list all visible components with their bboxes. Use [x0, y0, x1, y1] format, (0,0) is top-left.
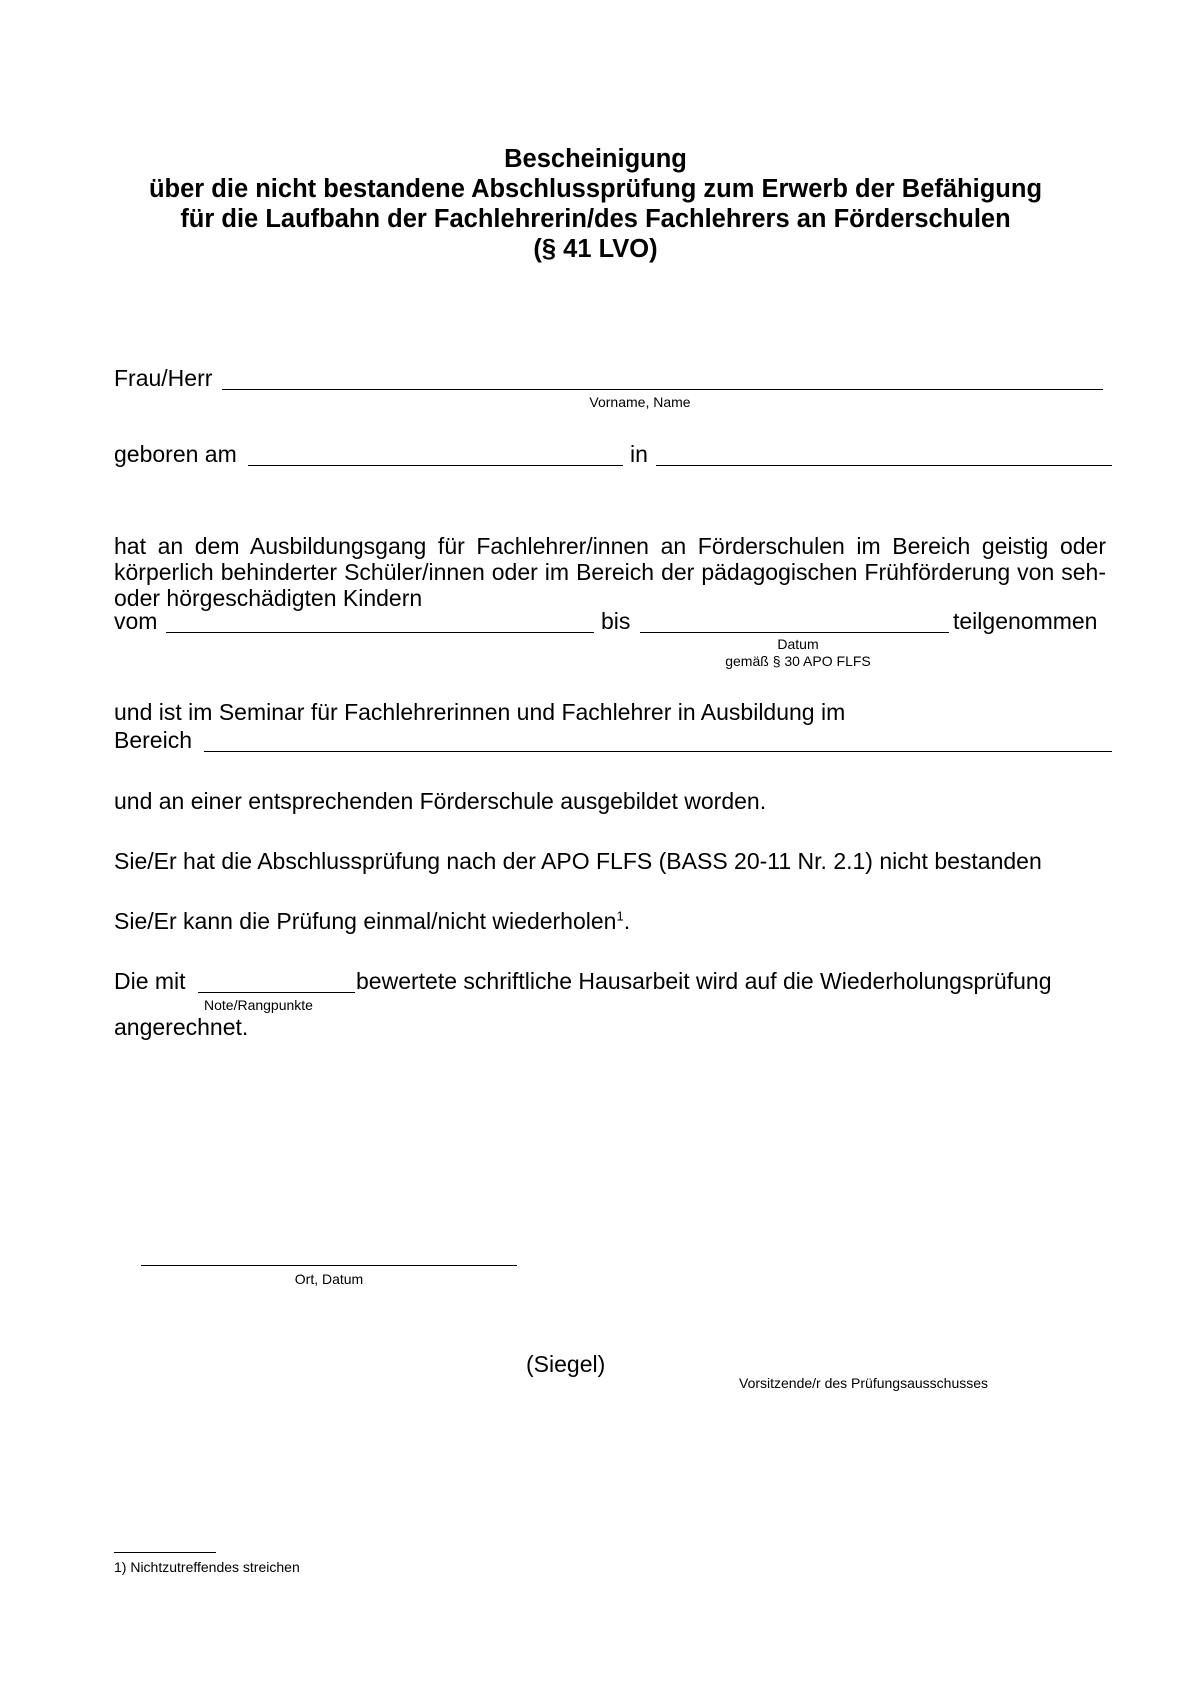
repeat-exam-end: . — [623, 908, 631, 934]
school-training-line: und an einer entsprechenden Förderschule ausgebildet worden. — [114, 788, 767, 814]
chair-caption: Vorsitzende/r des Prüfungsausschusses — [739, 1375, 989, 1391]
birth-date-label: geboren am — [114, 441, 237, 467]
document-title: Bescheinigung — [504, 145, 687, 173]
seal-placeholder: (Siegel) — [526, 1351, 606, 1377]
birth-date-input-line[interactable] — [248, 465, 623, 466]
footnote-marker: 1 — [616, 908, 624, 924]
date-caption: Datum — [777, 636, 819, 652]
apo-reference-caption: gemäß § 30 APO FLFS — [725, 653, 871, 669]
grade-caption: Note/Rangpunkte — [204, 997, 313, 1013]
exam-result-line: Sie/Er hat die Abschlussprüfung nach der APO FLFS (BASS 20-11 Nr. 2.1) nicht bestanden — [114, 848, 1042, 874]
training-to-input-line[interactable] — [640, 632, 949, 633]
birth-place-input-line[interactable] — [656, 465, 1112, 466]
footnote-text: 1) Nichtzutreffendes streichen — [114, 1559, 300, 1575]
name-caption: Vorname, Name — [589, 394, 691, 410]
document-legal-reference: (§ 41 LVO) — [533, 235, 658, 263]
repeat-exam-text: Sie/Er kann die Prüfung einmal/nicht wiederholen — [114, 908, 617, 934]
footnote-separator — [114, 1552, 216, 1553]
name-input-line[interactable] — [222, 389, 1103, 390]
name-label: Frau/Herr — [114, 365, 213, 391]
area-label: Bereich — [114, 727, 192, 753]
area-input-line[interactable] — [204, 751, 1112, 752]
repeat-exam-line — [114, 907, 630, 935]
training-from-label: vom — [114, 608, 158, 634]
participated-label: teilgenommen — [953, 608, 1098, 634]
thesis-grade-input-line[interactable] — [198, 992, 355, 993]
thesis-credit-line: angerechnet. — [114, 1014, 249, 1040]
document-subtitle-line-2: für die Laufbahn der Fachlehrerin/des Fachlehrers an Förderschulen — [180, 205, 1011, 233]
thesis-suffix: bewertete schriftliche Hausarbeit wird auf die Wiederholungsprüfung — [356, 968, 1052, 994]
place-date-input-line[interactable] — [141, 1265, 517, 1266]
place-date-caption: Ort, Datum — [294, 1271, 364, 1287]
training-paragraph: hat an dem Ausbildungsgang für Fachlehrer/innen an Förderschulen im Bereich geistig oder körperlich behinderter Schüler/innen oder im Bereich der pädagogischen Frühförderung von seh- oder hörgeschädigten Kindern — [114, 533, 1106, 611]
thesis-prefix: Die mit — [114, 968, 186, 994]
birth-place-label: in — [630, 441, 648, 467]
training-from-input-line[interactable] — [166, 632, 594, 633]
document-subtitle-line-1: über die nicht bestandene Abschlussprüfung zum Erwerb der Befähigung — [148, 175, 1043, 203]
training-to-label: bis — [601, 608, 631, 634]
seminar-line: und ist im Seminar für Fachlehrerinnen und Fachlehrer in Ausbildung im — [114, 699, 846, 725]
